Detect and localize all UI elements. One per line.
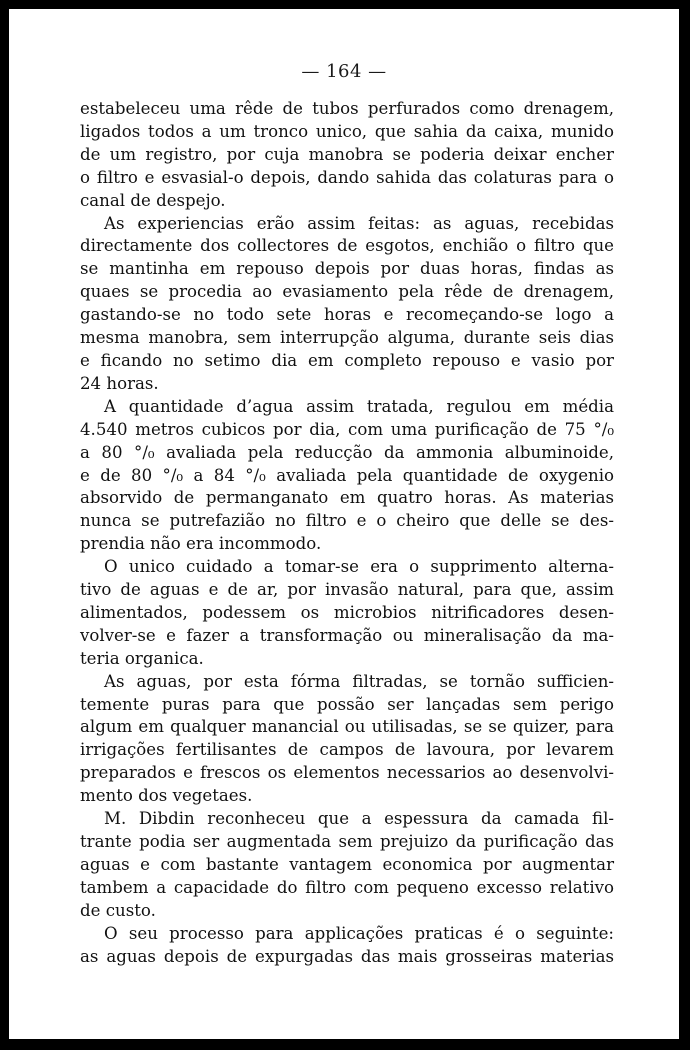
paragraph	[80, 396, 614, 556]
paragraph	[80, 98, 614, 213]
text-line: trante podia ser augmentada sem prejuizo da purificação das	[80, 832, 614, 851]
text-line: canal de despejo.	[80, 190, 226, 210]
text-line: quaes se procedia ao evasiamento pela rêde de drenagem,	[80, 282, 614, 302]
text-line: de custo.	[80, 900, 156, 920]
text-line: aguas e com bastante vantagem economica por augmentar	[80, 854, 614, 874]
text-line: de um registro, por cuja manobra se poderia deixar encher	[80, 144, 614, 164]
paragraph	[80, 213, 614, 396]
text-line: O seu processo para applicações praticas é o seguinte:	[104, 923, 614, 943]
text-line: preparados e frescos os elementos necessarios ao desenvolvi-	[80, 763, 614, 783]
text-line: mesma manobra, sem interrupção alguma, durante seis dias	[80, 328, 614, 348]
text-line: e ficando no setimo dia em completo repouso e vasio por	[80, 350, 614, 370]
text-line: As experiencias erão assim feitas: as aguas, recebidas	[104, 213, 614, 233]
text-line: irrigações fertilisantes de campos de lavoura, por levarem	[80, 740, 614, 760]
text-line: volver-se e fazer a transformação ou mineralisação da ma-	[80, 625, 614, 645]
text-line: tambem a capacidade do filtro com pequeno excesso relativo	[80, 877, 614, 897]
text-line: ligados todos a um tronco unico, que sahia da caixa, munido	[80, 121, 614, 141]
page-number: — 164 —	[301, 61, 387, 82]
paragraph	[80, 923, 614, 969]
text-line: a 80 °/₀ avaliada pela reducção da ammonia albuminoide,	[80, 442, 614, 462]
text-line: directamente dos collectores de esgotos, enchião o filtro que	[80, 236, 614, 256]
text-line: gastando-se no todo sete horas e recomeçando-se logo a	[80, 305, 614, 325]
text-line: A quantidade d’agua assim tratada, regulou em média	[104, 396, 614, 416]
body-text	[80, 98, 614, 968]
text-line: estabeleceu uma rêde de tubos perfurados como drenagem,	[80, 99, 614, 118]
text-line: mento dos vegetaes.	[80, 786, 253, 806]
text-line: tivo de aguas e de ar, por invasão natural, para que, assim	[80, 580, 614, 600]
text-line: prendia não era incommodo.	[80, 534, 322, 554]
text-line: 4.540 metros cubicos por dia, com uma purificação de 75 °/₀	[80, 419, 614, 439]
text-line: absorvido de permanganato em quatro horas. As materias	[80, 488, 614, 508]
text-line: nunca se putrefazião no filtro e o cheiro que delle se des-	[80, 511, 614, 531]
text-line: 24 horas.	[80, 373, 159, 393]
paragraph	[80, 808, 614, 923]
text-line: teria organica.	[80, 648, 204, 668]
book-page	[9, 9, 679, 1039]
paragraph	[80, 556, 614, 671]
text-line: as aguas depois de expurgadas das mais grosseiras materias	[80, 946, 614, 966]
text-line: e de 80 °/₀ a 84 °/₀ avaliada pela quantidade de oxygenio	[80, 465, 614, 485]
text-line: temente puras para que possão ser lançadas sem perigo	[80, 694, 614, 714]
text-line: o filtro e esvasial-o depois, dando sahida das colaturas para o	[80, 167, 614, 187]
text-line: algum em qualquer manancial ou utilisadas, se se quizer, para	[80, 717, 614, 737]
text-line: se mantinha em repouso depois por duas horas, findas as	[80, 259, 614, 279]
text-line: alimentados, podessem os microbios nitrificadores desen-	[80, 602, 614, 622]
text-line: M. Dibdin reconheceu que a espessura da camada fil-	[104, 809, 614, 829]
text-line: O unico cuidado a tomar-se era o supprimento alterna-	[104, 557, 614, 577]
paragraph	[80, 671, 614, 808]
text-line: As aguas, por esta fórma filtradas, se tornão sufficien-	[104, 671, 614, 691]
